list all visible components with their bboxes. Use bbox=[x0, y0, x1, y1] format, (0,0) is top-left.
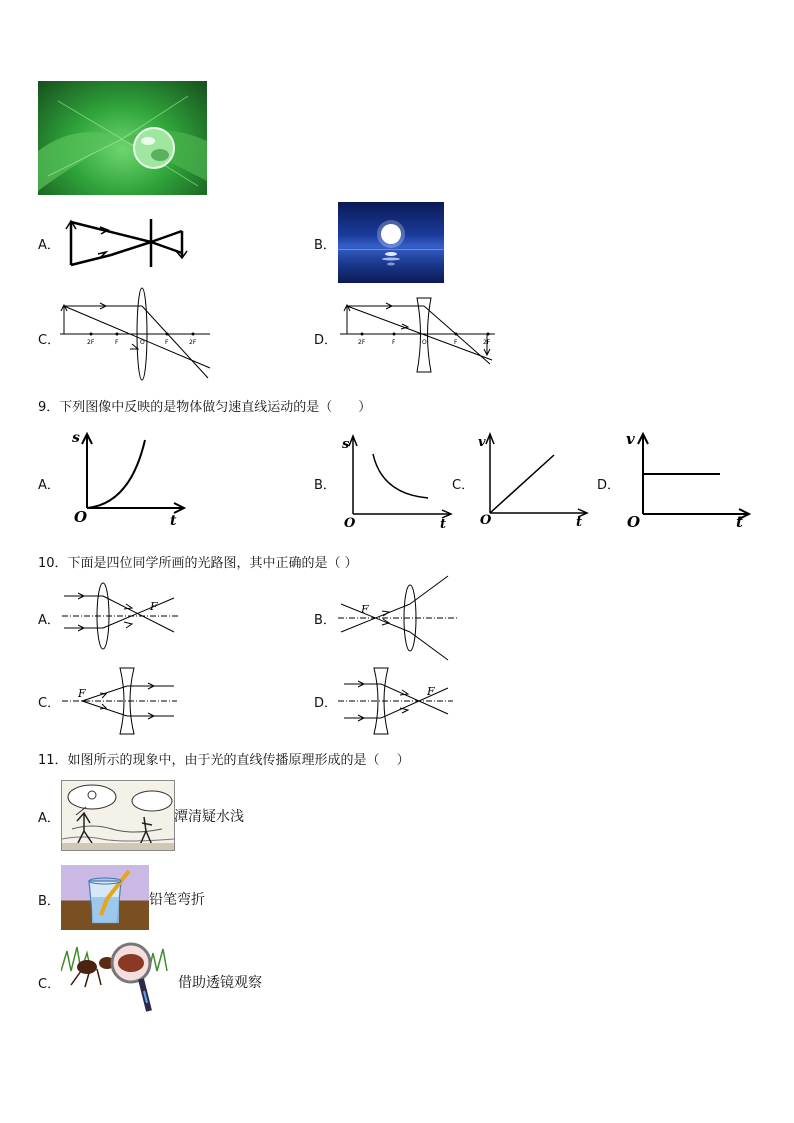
q8-option-d-diagram bbox=[340, 296, 500, 376]
q10-option-c-diagram bbox=[62, 666, 182, 736]
q9-option-a-label: A． bbox=[38, 478, 60, 493]
q9c-y-label: v bbox=[478, 435, 486, 450]
d-axis-f-left: F bbox=[392, 339, 396, 346]
c-axis-2f-left: 2F bbox=[87, 339, 95, 346]
q8-option-d-label: D． bbox=[314, 333, 338, 348]
q9b-x-label: t bbox=[440, 517, 447, 532]
q10-option-c-label: C． bbox=[38, 696, 61, 711]
q9-option-b-label: B． bbox=[314, 478, 336, 493]
q9-graph-b bbox=[340, 430, 455, 530]
q10-option-a-diagram bbox=[62, 582, 182, 652]
q9c-x-label: t bbox=[576, 515, 583, 530]
moon-reflection-photo bbox=[338, 202, 444, 283]
q10c-focus-label: F bbox=[78, 687, 86, 700]
q9-option-c-label: C． bbox=[452, 478, 475, 493]
question-11-text: 11．如图所示的现象中，由于光的直线传播原理形成的是（ ） bbox=[38, 753, 410, 768]
q11-option-b-label: B． bbox=[38, 894, 60, 909]
c-axis-f-right: F bbox=[165, 339, 169, 346]
c-axis-origin: O bbox=[140, 339, 145, 346]
d-axis-2f-right: 2F bbox=[483, 339, 491, 346]
d-axis-origin: O bbox=[422, 339, 427, 346]
d-axis-f-right: F bbox=[454, 339, 458, 346]
q9-graph-a bbox=[70, 428, 190, 528]
q10-option-a-label: A． bbox=[38, 613, 60, 628]
question-9-text: 9．下列图像中反映的是物体做匀速直线运动的是（ ） bbox=[38, 400, 372, 415]
q11-option-c-caption: 借助透镜观察 bbox=[178, 975, 262, 991]
q9b-y-label: s bbox=[342, 437, 350, 452]
q9d-y-label: v bbox=[626, 430, 635, 448]
q9b-origin: O bbox=[344, 516, 356, 531]
q11-option-c-label: C． bbox=[38, 977, 61, 992]
question-10-text: 10．下面是四位同学所画的光路图，其中正确的是（ ） bbox=[38, 556, 358, 571]
pencil-in-glass-illustration bbox=[61, 865, 149, 930]
q11-option-b-caption: 铅笔弯折 bbox=[149, 892, 205, 908]
q9c-origin: O bbox=[480, 513, 492, 528]
q10-option-b-label: B． bbox=[314, 613, 336, 628]
q8-option-a-diagram bbox=[64, 217, 194, 277]
q8-option-c-diagram bbox=[60, 292, 215, 382]
q9-option-d-label: D． bbox=[597, 478, 621, 493]
q10-option-d-diagram bbox=[338, 666, 458, 736]
q9d-x-label: t bbox=[736, 513, 743, 531]
q10d-focus-label: F bbox=[427, 685, 435, 698]
q9a-x-label: t bbox=[170, 513, 177, 529]
c-axis-2f-right: 2F bbox=[189, 339, 197, 346]
q8-option-b-label: B． bbox=[314, 238, 336, 253]
q11-option-a-label: A． bbox=[38, 811, 60, 826]
q9-graph-d bbox=[624, 428, 754, 531]
ant-magnifying-glass-illustration bbox=[61, 941, 173, 1019]
clear-pool-cartoon bbox=[61, 780, 175, 851]
q10a-focus-label: F bbox=[150, 600, 158, 613]
q9-graph-c bbox=[478, 428, 593, 528]
q9d-origin: O bbox=[627, 513, 641, 531]
q8-option-c-label: C． bbox=[38, 333, 61, 348]
q9a-y-label: s bbox=[72, 430, 80, 446]
q9a-origin: O bbox=[74, 508, 88, 526]
q10b-focus-label: F bbox=[361, 603, 369, 616]
q10-option-b-diagram bbox=[338, 574, 463, 664]
q10-option-d-label: D． bbox=[314, 696, 338, 711]
water-droplet-leaf-photo bbox=[38, 81, 207, 195]
q8-option-a-label: A． bbox=[38, 238, 60, 253]
d-axis-2f-left: 2F bbox=[358, 339, 366, 346]
q11-option-a-caption: 潭清疑水浅 bbox=[174, 809, 244, 825]
c-axis-f-left: F bbox=[115, 339, 119, 346]
